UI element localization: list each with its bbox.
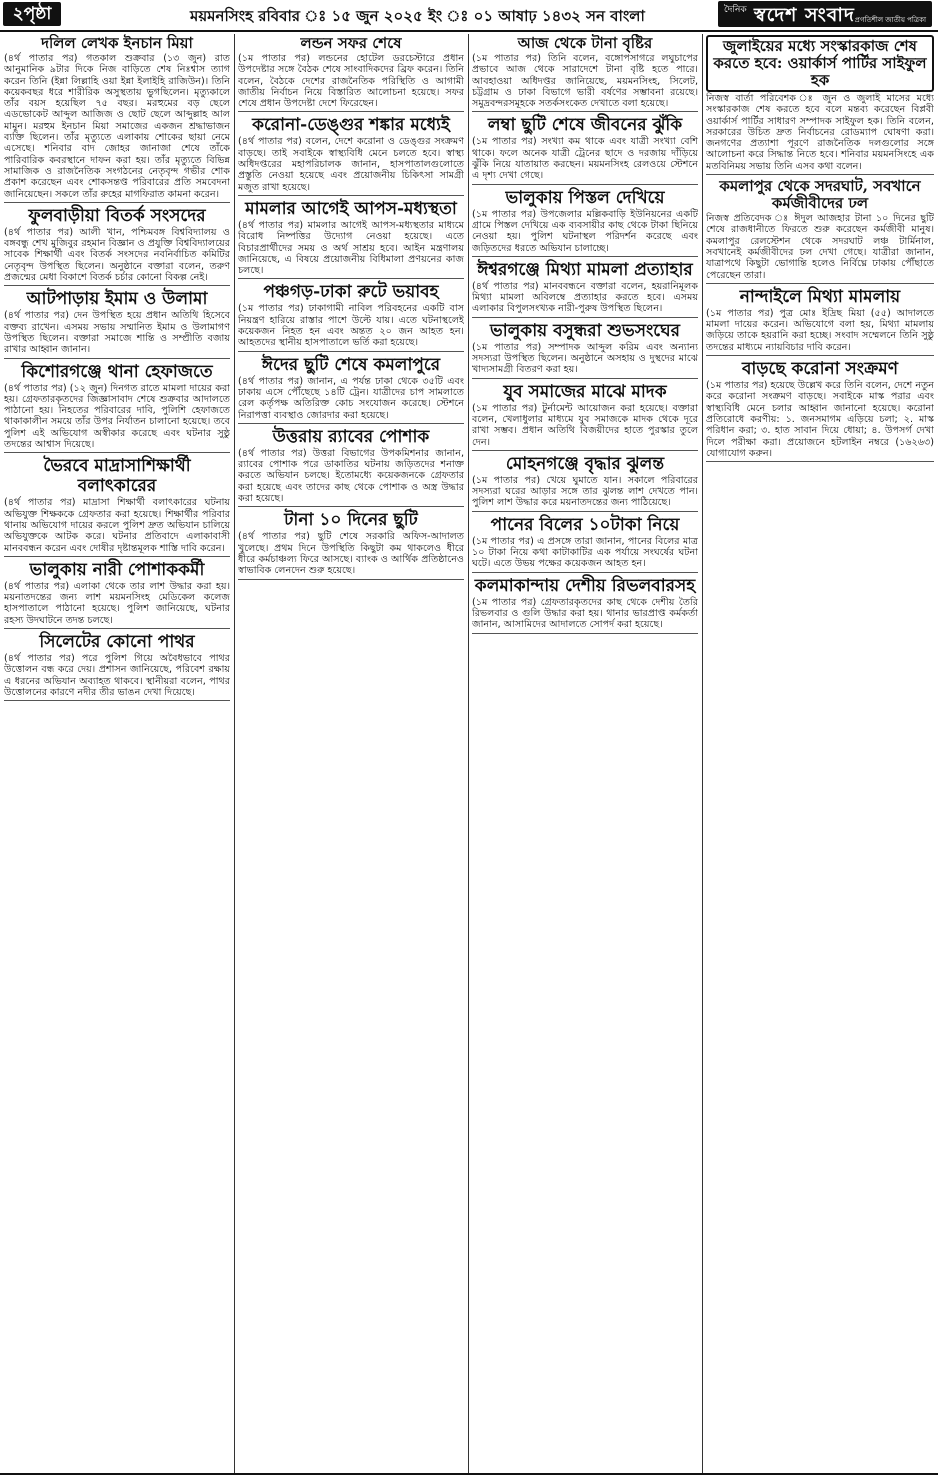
masthead-name: স্বদেশ সংবাদ [754, 4, 855, 26]
article-body: (৪র্থ পাতার পর) দেন উপস্থিত হয়ে প্রধান অতিথি হিসেবে বক্তব্য রাখেন। এসময় সভায় সম্মানিত ইমাম ও উলামাগণ উপস্থিত ছিলেন। বক্তারা সমাজে শান্তি ও সম্প্রীতি বজায় রাখার আহ্বান জানান। [4, 310, 230, 356]
article [472, 576, 698, 634]
article-body: নিজস্ব বার্তা পরিবেশক ঃ জুন ও জুলাই মাসের মধ্যে সংস্কারকাজ শেষ করতে হবে বলে মন্তব্য করেছেন বিপ্লবী ওয়ার্কার্স পার্টির সাধারণ সম্পাদক সাইফুল হক। তিনি বলেন, সরকারের উচিত দ্রুত নির্বাচনের রোডম্যাপ ঘোষণা করা। জনগণের প্রত্যাশা পূরণে রাজনৈতিক দলগুলোর সঙ্গে আলোচনা করে সিদ্ধান্ত নিতে হবে। শনিবার ময়মনসিংহে এক মতবিনিময় সভায় তিনি এসব কথা বলেন। [706, 93, 934, 172]
article-body: (১ম পাতার পর) টুর্নামেন্ট আয়োজন করা হয়েছে। বক্তারা বলেন, খেলাধুলার মাধ্যমে যুব সমাজকে মাদক থেকে দূরে রাখা সম্ভব। প্রধান অতিথি বিজয়ীদের হাতে পুরস্কার তুলে দেন। [472, 402, 698, 448]
article-divider [706, 283, 934, 284]
article-divider [238, 351, 464, 352]
page-number-badge: ২পৃষ্ঠা [3, 2, 61, 26]
article-divider [472, 184, 698, 185]
masthead-daily-label: দৈনিক [724, 5, 747, 15]
column-divider [702, 34, 703, 1473]
article-body: (৪র্থ পাতার পর) মানববন্ধনে বক্তারা বলেন, হয়রানিমূলক মিথ্যা মামলা অবিলম্বে প্রত্যাহার করতে হবে। এসময় এলাকার বিপুলসংখ্যক নারী-পুরুষ উপস্থিত ছিলেন। [472, 280, 698, 315]
article-divider [472, 450, 698, 451]
article-divider [238, 579, 464, 580]
article-headline: বাড়ছে করোনা সংক্রমণ [741, 359, 899, 380]
article [4, 632, 230, 701]
article-body: (১ম পাতার পর) ঢাকাগামী নাবিল পরিবহনের একটি বাস নিয়ন্ত্রণ হারিয়ে রাস্তার পাশে উল্টে যায়। এতে ঘটনাস্থলেই কয়েকজন নিহত হন এবং অন্তত ২০ জন আহত হন। আহতদের স্থানীয় হাসপাতালে ভর্তি করা হয়েছে। [238, 303, 464, 349]
dateline: ময়মনসিংহ রবিবার ঃ ১৫ জুন ২০২৫ ইং ঃ ০১ আষাঢ় ১৪৩২ সন বাংলা [190, 7, 645, 25]
article-divider [706, 355, 934, 356]
article-headline: কলমাকান্দায় দেশীয় রিভলবারসহ [474, 575, 696, 596]
article-headline: ঈশ্বরগঞ্জে মিথ্যা মামলা প্রত্যাহার [477, 259, 693, 280]
article-body: (৪র্থ পাতার পর) গতকাল শুক্রবার (১৩ জুন) রাত আনুমানিক ৯টার দিকে নিজ বাড়িতে শেষ নিঃশ্বাস ত্যাগ করেন তিনি (ইন্না লিল্লাহি ওয়া ইন্না ইলাইহি রাজিউন)। তিনি কয়েকবছর ধরে শারীরিক অসুস্থতায় ভুগছিলেন। মৃত্যুকালে তাঁর বয়স হয়েছিল ৭৫ বছর। মরহুমের বড় ছেলে এডভোকেট আব্দুল আজিজ ও ছোট ছেলে আব্দুল্লাহ আল মামুন। মরহুম ইনচান মিয়া সমাজের একজন শ্রদ্ধাভাজন ব্যক্তি ছিলেন। তাঁর মৃত্যুতে এলাকায় শোকের ছায়া নেমে এসেছে। শনিবার বাদ জোহর জানাজা শেষে তাঁকে পারিবারিক কবরস্থানে দাফন করা হয়। তাঁর মৃত্যুতে বিভিন্ন সামাজিক ও রাজনৈতিক সংগঠনের নেতৃবৃন্দ গভীর শোক প্রকাশ করেছেন এবং শোকসন্তপ্ত পরিবারের প্রতি সমবেদনা জানিয়েছেন। সকলে তাঁর রুহের মাগফিরাত কামনা করেন। [4, 53, 230, 200]
article [472, 260, 698, 318]
page-header [0, 0, 938, 32]
article [238, 510, 464, 579]
article-headline: ভালুকায় পিস্তল দেখিয়ে [505, 187, 665, 208]
article-body: (৪র্থ পাতার পর) ছুটি শেষে সরকারি অফিস-আদালত খুলেছে। প্রথম দিনে উপস্থিতি কিছুটা কম থাকলেও ধীরে ধীরে কর্মচাঞ্চল্য ফিরে আসছে। ব্যাংক ও আর্থিক প্রতিষ্ঠানেও স্বাভাবিক লেনদেন শুরু হয়েছে। [238, 531, 464, 577]
article-headline: দলিল লেখক ইনচান মিয়া [41, 34, 193, 52]
article [706, 287, 934, 356]
article-divider [4, 202, 230, 203]
article-headline: লম্বা ছুটি শেষে জীবনের ঝুঁকি [487, 115, 683, 136]
article-headline: করোনা-ডেঙ্গুর শঙ্কার মধ্যেই [252, 115, 450, 136]
article-headline: পানের বিলের ১০টাকা নিয়ে [490, 514, 680, 535]
article-body: (১ম পাতার পর) গ্রেফতারকৃতদের কাছ থেকে দেশীয় তৈরি রিভলবার ও গুলি উদ্ধার করা হয়। থানার ভারপ্রাপ্ত কর্মকর্তা জানান, আসামিদের আদালতে সোপর্দ করা হয়েছে। [472, 596, 698, 631]
article [238, 35, 464, 112]
masthead-tagline: প্রগতিশীল জাতীয় পত্রিকা [854, 16, 926, 24]
article-divider [4, 556, 230, 557]
article-body: (১ম পাতার পর) তিনি বলেন, বঙ্গোপসাগরে লঘুচাপের প্রভাবে আজ থেকে সারাদেশে টানা বৃষ্টি হতে পারে। আবহাওয়া অধিদপ্তর জানিয়েছে, ময়মনসিংহ, সিলেট, চট্টগ্রাম ও ঢাকা বিভাগে ভারী বর্ষণের সম্ভাবনা রয়েছে। সমুদ্রবন্দরসমূহকে সতর্কসংকেত দেখাতে বলা হয়েছে। [472, 53, 698, 110]
article-headline: কিশোরগঞ্জে থানা হেফাজতে [21, 361, 213, 382]
article [4, 560, 230, 629]
article-divider [472, 111, 698, 112]
article-body: (১ম পাতার পর) এ প্রসঙ্গে তারা জানান, পানের বিলের মাত্র ১০ টাকা নিয়ে কথা কাটাকাটির এক পর্যায়ে সংঘর্ষের ঘটনা ঘটে। এতে উভয় পক্ষের কয়েকজন আহত হন। [472, 535, 698, 570]
article-body: (১ম পাতার পর) সংখ্যা কম থাকে এবং যাত্রী সংখ্যা বেশি থাকে। ফলে অনেক যাত্রী ট্রেনের ছাদে ও দরজায় দাঁড়িয়ে ঝুঁকি নিয়ে যাতায়াত করছেন। ময়মনসিংহ রেলওয়ে স্টেশনে এ দৃশ্য দেখা গেছে। [472, 136, 698, 182]
article [238, 115, 464, 195]
article [4, 362, 230, 454]
article [472, 321, 698, 379]
article-body: (৪র্থ পাতার পর) মামলার আগেই আপস-মধ্যস্থতার মাধ্যমে বিরোধ নিষ্পত্তির উদ্যোগ নেওয়া হয়েছে। এতে বিচারপ্রার্থীদের সময় ও অর্থ সাশ্রয় হবে। আইন মন্ত্রণালয় জানিয়েছে, এ বিষয়ে প্রয়োজনীয় বিধিমালা প্রণয়নের কাজ চলছে। [238, 219, 464, 277]
article [472, 454, 698, 512]
article-divider [4, 452, 230, 453]
article-body: (৪র্থ পাতার পর) (১২ জুন) দিনগত রাতে মামলা দায়ের করা হয়। গ্রেফতারকৃতদের জিজ্ঞাসাবাদ শেষে শুক্রবার আদালতে পাঠানো হয়। নিহতের পরিবারের দাবি, পুলিশি হেফাজতে থাকাকালীন সময়ে তাঁর উপর নির্যাতন চালানো হয়েছে। তবে পুলিশ এই অভিযোগ অস্বীকার করেছে এবং ঘটনার সুষ্ঠু তদন্তের আশ্বাস দিয়েছে। [4, 382, 230, 451]
article-headline: ভালুকায় নারী পোশাককর্মী [29, 559, 205, 580]
article [472, 515, 698, 573]
article [4, 456, 230, 556]
article-body: নিজস্ব প্রতিবেদক ঃ ঈদুল আজহার টানা ১০ দিনের ছুটি শেষে রাজধানীতে ফিরতে শুরু করেছেন কর্মজীবী মানুষ। কমলাপুর রেলস্টেশন থেকে সদরঘাট লঞ্চ টার্মিনাল, সবখানেই কর্মজীবীদের ঢল দেখা গেছে। যাত্রীরা জানান, যাত্রাপথে কিছুটা ভোগান্তি হলেও নির্বিঘ্নে ঢাকায় পৌঁছাতে পেরেছেন তারা। [706, 213, 934, 281]
column-2 [238, 34, 464, 1473]
article-divider [4, 700, 230, 701]
article-divider [238, 111, 464, 112]
article-headline: মোহনগঞ্জে বৃদ্ধার ঝুলন্ত [505, 453, 665, 474]
column-3 [472, 34, 698, 1473]
article-body: (৪র্থ পাতার পর) বলেন, দেশে করোনা ও ডেঙ্গুর সংক্রমণ বাড়ছে। তাই সবাইকে স্বাস্থ্যবিধি মেনে চলতে হবে। স্বাস্থ্য অধিদপ্তরের মহাপরিচালক জানান, হাসপাতালগুলোতে প্রস্তুতি নেওয়া হয়েছে এবং প্রয়োজনীয় চিকিৎসা সামগ্রী মজুত রাখা হয়েছে। [238, 136, 464, 193]
column-divider [234, 34, 235, 1473]
article-divider [706, 174, 934, 175]
column-4 [706, 34, 934, 1473]
article-headline: যুব সমাজের মাঝে মাদক [503, 381, 667, 402]
article [706, 178, 934, 284]
article-headline: ভালুকায় বসুন্ধরা শুভসংঘের [490, 320, 680, 341]
article [706, 359, 934, 462]
article [472, 35, 698, 112]
article [238, 355, 464, 424]
article-divider [472, 511, 698, 512]
article-headline: আটপাড়ায় ইমাম ও উলামা [26, 289, 208, 310]
article-divider [472, 256, 698, 257]
article [238, 199, 464, 279]
article-body: (৪র্থ পাতার পর) এলাকা থেকে তার লাশ উদ্ধার করা হয়। ময়নাতদন্তের জন্য লাশ ময়মনসিংহ মেডিকেল কলেজ হাসপাতালে পাঠানো হয়েছে। পুলিশ জানিয়েছে, ঘটনার রহস্য উদঘাটনে তদন্ত চলছে। [4, 580, 230, 626]
article-headline: পঞ্চগড়-ঢাকা রুটে ভয়াবহ [263, 282, 439, 303]
article-divider [238, 506, 464, 507]
article-body: (৪র্থ পাতার পর) মাদ্রাসা শিক্ষার্থী বলাৎকারের ঘটনায় অভিযুক্ত শিক্ষককে গ্রেফতার করা হয়েছে। শিক্ষার্থীর পরিবার থানায় অভিযোগ দায়ের করলে পুলিশ দ্রুত অভিযান চালিয়ে অভিযুক্তকে আটক করে। ঘটনার প্রতিবাদে এলাকাবাসী মানববন্ধন করেন এবং দোষীর দৃষ্টান্তমূলক শাস্তি দাবি করেন। [4, 497, 230, 554]
masthead-logo [718, 1, 932, 27]
article-body: (১ম পাতার পর) লন্ডনের হোটেল ডরচেস্টারে প্রধান উপদেষ্টার সঙ্গে বৈঠক শেষে সাংবাদিকদের ব্রিফ করেন। তিনি বলেন, বৈঠকে দেশের রাজনৈতিক পরিস্থিতি ও আগামী জাতীয় নির্বাচন নিয়ে বিস্তারিত আলোচনা হয়েছে। সফর শেষে প্রধান উপদেষ্টা দেশে ফিরেছেন। [238, 53, 464, 110]
article-headline: নান্দাইলে মিথ্যা মামলায় [739, 286, 901, 307]
article [472, 115, 698, 184]
article [4, 206, 230, 286]
article-divider [472, 317, 698, 318]
article-headline: টানা ১০ দিনের ছুটি [284, 510, 418, 531]
article-headline: সিলেটের কোনো পাথর [39, 631, 195, 652]
article-divider [706, 461, 934, 462]
article-headline: ভৈরবে মাদ্রাসাশিক্ষার্থী বলাৎকারের [43, 456, 191, 497]
article [472, 188, 698, 257]
article-headline: ঈদের ছুটি শেষে কমলাপুরে [261, 354, 441, 375]
article-headline: ফুলবাড়ীয়া বিতর্ক সংসদের [28, 205, 206, 226]
article-divider [238, 195, 464, 196]
column-1 [4, 34, 230, 1473]
bottom-rule [0, 1473, 938, 1475]
article [238, 282, 464, 351]
article-body: (৪র্থ পাতার পর) আলী খান, পশ্চিমবঙ্গ বিশ্ববিদ্যালয় ও বঙ্গবন্ধু শেখ মুজিবুর রহমান বিজ্ঞান ও প্রযুক্তি বিশ্ববিদ্যালয়ের সাবেক শিক্ষার্থী এবং বিতর্ক সংসদের নবনির্বাচিত কমিটির নেতৃবৃন্দ উপস্থিত ছিলেন। অনুষ্ঠানে বক্তারা বলেন, তরুণ প্রজন্মের মেধা বিকাশে বিতর্ক চর্চার কোনো বিকল্প নেই। [4, 226, 230, 284]
article-body: (৪র্থ পাতার পর) পরে পুলিশ গিয়ে অবৈধভাবে পাথর উত্তোলন বন্ধ করে দেয়। প্রশাসন জানিয়েছে, পরিবেশ রক্ষায় এ ধরনের অভিযান অব্যাহত থাকবে। স্থানীয়রা বলেন, পাথর উত্তোলনের কারণে নদীর তীর ভাঙন দেখা দিয়েছে। [4, 652, 230, 698]
article-headline: উত্তরায় র‍্যাবের পোশাক [272, 426, 430, 447]
article-divider [4, 358, 230, 359]
article-headline: কমলাপুর থেকে সদরঘাট, সবখানে কর্মজীবীদের ঢল [719, 177, 921, 213]
article-headline: জুলাইয়ের মধ্যে সংস্কারকাজ শেষ করতে হবে: ওয়ার্কার্স পার্টির সাইফুল হক [706, 35, 934, 92]
article-divider [472, 378, 698, 379]
article-body: (১ম পাতার পর) পুত্র মোঃ ইদ্রিছ মিয়া (৫৫) আদালতে মামলা দায়ের করেন। অভিযোগে বলা হয়, মিথ্যা মামলায় জড়িয়ে তাকে হয়রানি করা হচ্ছে। সংবাদ সম্মেলনে তিনি সুষ্ঠু তদন্তের মাধ্যমে ন্যায়বিচার দাবি করেন। [706, 307, 934, 353]
article-body: (১ম পাতার পর) সম্পাদক আব্দুল করিম এবং অন্যান্য সদস্যরা উপস্থিত ছিলেন। অনুষ্ঠানে অসহায় ও দুস্থদের মাঝে খাদ্যসামগ্রী বিতরণ করা হয়। [472, 341, 698, 376]
article [238, 427, 464, 507]
article-body: (৪র্থ পাতার পর) উত্তরা বিভাগের উপকমিশনার জানান, র‍্যাবের পোশাক পরে ডাকাতির ঘটনায় জড়িতদের শনাক্ত করতে অভিযান চলছে। ইতোমধ্যে কয়েকজনকে গ্রেফতার করা হয়েছে এবং তাদের কাছ থেকে পোশাক ও অস্ত্র উদ্ধার করা হয়েছে। [238, 447, 464, 505]
article-divider [472, 572, 698, 573]
article-body: (৪র্থ পাতার পর) জানান, এ পর্যন্ত ঢাকা থেকে ৩৫টি এবং ঢাকায় এসে পৌঁছেছে ১৪টি ট্রেন। যাত্রীদের চাপ সামলাতে রেল কর্তৃপক্ষ অতিরিক্ত কোচ সংযোজন করেছে। স্টেশনে নিরাপত্তা ব্যবস্থাও জোরদার করা হয়েছে। [238, 375, 464, 421]
article [472, 382, 698, 451]
article-divider [238, 423, 464, 424]
article-body: (১ম পাতার পর) উপজেলার মল্লিকবাড়ি ইউনিয়নের একটি গ্রামে পিস্তল দেখিয়ে এক ব্যবসায়ীর কাছ থেকে টাকা ছিনিয়ে নেওয়া হয়। পুলিশ ঘটনাস্থল পরিদর্শন করেছে এবং জড়িতদের ধরতে অভিযান চালাচ্ছে। [472, 208, 698, 254]
article-headline: মামলার আগেই আপস-মধ্যস্থতা [245, 198, 457, 219]
article-divider [4, 285, 230, 286]
article-body: (১ম পাতার পর) হয়েছে উল্লেখ করে তিনি বলেন, দেশে নতুন করে করোনা সংক্রমণ বাড়ছে। সবাইকে মাস্ক পরার এবং স্বাস্থ্যবিধি মেনে চলার আহ্বান জানানো হয়েছে। করোনা প্রতিরোধে করণীয়: ১. জনসমাগম এড়িয়ে চলা; ২. মাস্ক পরিধান করা; ৩. হাত সাবান দিয়ে ধোয়া; ৪. উপসর্গ দেখা দিলে পরীক্ষা করা। প্রয়োজনে হটলাইন নম্বরে (১৬২৬৩) যোগাযোগ করুন। [706, 380, 934, 459]
article-headline: আজ থেকে টানা বৃষ্টির [517, 34, 653, 52]
article [4, 35, 230, 203]
article-divider [4, 628, 230, 629]
article-body: (১ম পাতার পর) খেয়ে ঘুমাতে যান। সকালে পরিবারের সদস্যরা ঘরের আড়ার সঙ্গে তার ঝুলন্ত লাশ দেখতে পান। পুলিশ লাশ উদ্ধার করে ময়নাতদন্তের জন্য পাঠিয়েছে। [472, 474, 698, 509]
article-headline: লন্ডন সফর শেষে [300, 34, 402, 52]
article [4, 289, 230, 358]
article [706, 35, 934, 175]
column-divider [468, 34, 469, 1473]
article-divider [238, 278, 464, 279]
article-divider [472, 633, 698, 634]
